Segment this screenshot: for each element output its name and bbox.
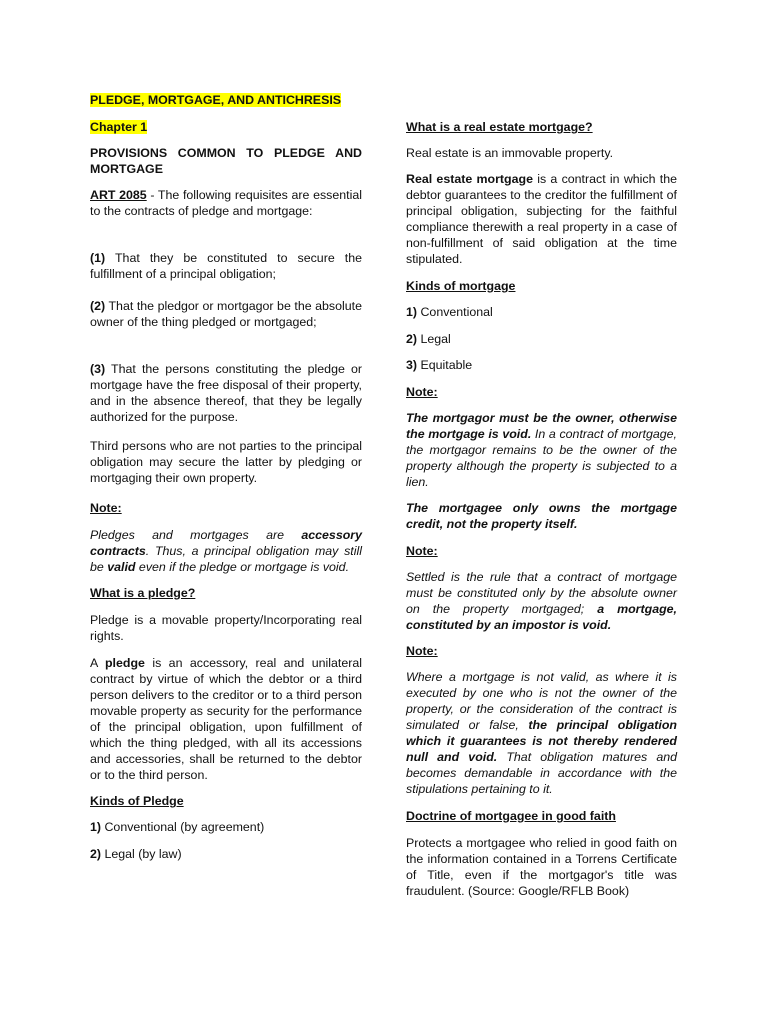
kind-of-pledge-1: 1) Conventional (by agreement) bbox=[90, 820, 265, 834]
kind-of-mortgage-2: 2) Legal bbox=[406, 332, 451, 346]
note-label-3: Note: bbox=[406, 644, 438, 658]
pledge-definition: A pledge is an accessory, real and unilateral contract by virtue of which the debtor or a third person delivers to the creditor or to a third person movable property as security for the performance of the principal obligation, upon fulfillment of which the thing pledged, with all its accessions and accessories, shall be returned to the debtor or to the third person. bbox=[90, 656, 362, 782]
rem-definition: Real estate mortgage is a contract in which the debtor guarantees to the creditor the fulfillment of principal obligation, subjecting for the faithful compliance therewith a real property in a case of non-fulfillment of said obligation at the time stipulated. bbox=[406, 172, 677, 266]
kinds-of-mortgage-heading: Kinds of mortgage bbox=[406, 279, 516, 293]
impostor-note: Settled is the rule that a contract of mortgage must be constituted only by the absolute owner on the property mortgaged; a mortgage, constituted by an impostor is void. bbox=[406, 570, 677, 632]
kind-of-mortgage-3: 3) Equitable bbox=[406, 358, 473, 372]
accessory-note: Pledges and mortgages are accessory contracts. Thus, a principal obligation may still be valid even if the pledge or mortgage is void. bbox=[90, 528, 362, 574]
rem-immovable: Real estate is an immovable property. bbox=[406, 146, 614, 160]
pledge-definition-short: Pledge is a movable property/Incorporating real rights. bbox=[90, 613, 362, 643]
kinds-of-pledge-heading: Kinds of Pledge bbox=[90, 794, 184, 808]
kind-of-pledge-2: 2) Legal (by law) bbox=[90, 847, 182, 861]
doctrine-heading: Doctrine of mortgagee in good faith bbox=[406, 809, 616, 823]
what-is-pledge-heading: What is a pledge? bbox=[90, 586, 196, 600]
note-label-1: Note: bbox=[406, 385, 438, 399]
art-2085-paragraph: ART 2085 - The following requisites are essential to the contracts of pledge and mortgage: bbox=[90, 188, 362, 218]
art-label: ART 2085 bbox=[90, 188, 147, 202]
note-label-2: Note: bbox=[406, 544, 438, 558]
note-label: Note: bbox=[90, 501, 122, 515]
third-persons-paragraph: Third persons who are not parties to the principal obligation may secure the latter by pledging or mortgaging their own property. bbox=[90, 439, 362, 485]
requisite-2: (2) That the pledgor or mortgagor be the absolute owner of the thing pledged or mortgaged; bbox=[90, 299, 362, 329]
requisite-3: (3) That the persons constituting the pledge or mortgage have the free disposal of their property, and in the absence thereof, that they be legally authorized for the purpose. bbox=[90, 362, 362, 424]
provisions-heading: PROVISIONS COMMON TO PLEDGE AND MORTGAGE bbox=[90, 146, 362, 176]
requisite-1: (1) That they be constituted to secure the fulfillment of a principal obligation; bbox=[90, 251, 362, 281]
mortgagor-owner-note: The mortgagor must be the owner, otherwise the mortgage is void. In a contract of mortgage, the mortgagor remains to be the owner of the property although the property is subjected to a lien. bbox=[406, 411, 677, 489]
kind-of-mortgage-1: 1) Conventional bbox=[406, 305, 493, 319]
what-is-rem-heading: What is a real estate mortgage? bbox=[406, 120, 593, 134]
chapter-heading: Chapter 1 bbox=[90, 120, 148, 134]
invalid-mortgage-note: Where a mortgage is not valid, as where it is executed by one who is not the owner of the property, or the consideration of the contract is simulated or false, the principal obligation which it guarantees is not thereby rendered null and void. That obligation matures and becomes demandable in accordance with the stipulations pertaining to it. bbox=[406, 670, 677, 796]
document-title: PLEDGE, MORTGAGE, AND ANTICHRESIS bbox=[90, 93, 342, 107]
doctrine-text: Protects a mortgagee who relied in good faith on the information contained in a Torrens Certificate of Title, even if the mortgagor's title was fraudulent. (Source: Google/RFLB Book) bbox=[406, 836, 677, 898]
mortgagee-owns-note: The mortgagee only owns the mortgage credit, not the property itself. bbox=[406, 501, 677, 531]
